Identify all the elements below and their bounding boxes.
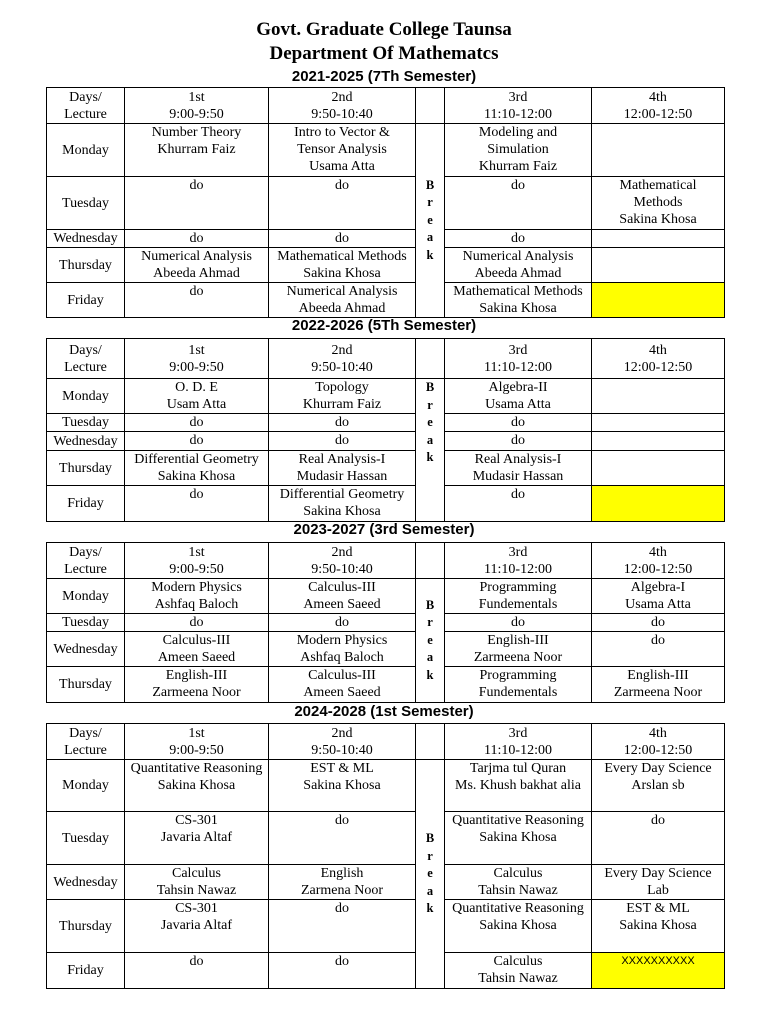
lecture-cell-tuesday-1st: CS-301 Javaria Altaf (125, 812, 269, 865)
lecture-cell-friday-4th-highlighted (592, 486, 725, 522)
lecture-cell-thursday-4th (592, 248, 725, 283)
lecture-cell-wednesday-3rd: do (445, 230, 592, 248)
lecture-cell-monday-4th: Algebra-I Usama Atta (592, 579, 725, 614)
lecture-cell-tuesday-1st: do (125, 614, 269, 632)
lecture-cell-monday-3rd: Programming Fundementals (445, 579, 592, 614)
lecture-cell-wednesday-2nd: do (269, 230, 416, 248)
header-days-lecture: Days/ Lecture (47, 543, 125, 579)
day-row-thursday (47, 248, 725, 283)
lecture-cell-tuesday-3rd: Quantitative Reasoning Sakina Khosa (445, 812, 592, 865)
day-cell-thursday: Thursday (47, 248, 125, 283)
lecture-cell-monday-2nd: Calculus-III Ameen Saeed (269, 579, 416, 614)
lecture-cell-wednesday-1st: do (125, 432, 269, 451)
timetable-2024-2028 (46, 723, 725, 989)
day-cell-friday: Friday (47, 953, 125, 989)
header-period-1st: 1st 9:00-9:50 (125, 339, 269, 379)
lecture-cell-monday-1st: Modern Physics Ashfaq Baloch (125, 579, 269, 614)
day-cell-wednesday: Wednesday (47, 865, 125, 900)
lecture-cell-monday-1st: O. D. E Usam Atta (125, 379, 269, 414)
day-row-monday (47, 379, 725, 414)
lecture-cell-monday-3rd: Modeling and Simulation Khurram Faiz (445, 124, 592, 177)
day-cell-wednesday: Wednesday (47, 432, 125, 451)
lecture-cell-monday-4th (592, 124, 725, 177)
header-period-4th: 4th 12:00-12:50 (592, 724, 725, 760)
day-row-thursday (47, 451, 725, 486)
header-period-3rd: 3rd 11:10-12:00 (445, 339, 592, 379)
lecture-cell-friday-2nd: Numerical Analysis Abeeda Ahmad (269, 283, 416, 318)
break-column (416, 124, 445, 318)
lecture-cell-thursday-1st: English-III Zarmeena Noor (125, 667, 269, 703)
lecture-cell-wednesday-1st: Calculus Tahsin Nawaz (125, 865, 269, 900)
lecture-cell-thursday-1st: Differential Geometry Sakina Khosa (125, 451, 269, 486)
lecture-cell-wednesday-2nd: Modern Physics Ashfaq Baloch (269, 632, 416, 667)
lecture-cell-wednesday-1st: do (125, 230, 269, 248)
header-period-2nd: 2nd 9:50-10:40 (269, 724, 416, 760)
day-row-monday (47, 124, 725, 177)
department-name: Department Of Mathematcs (269, 43, 499, 64)
section-title-2024-2028: 2024-2028 (1st Semester) (294, 703, 474, 720)
day-cell-monday: Monday (47, 760, 125, 812)
header-period-4th: 4th 12:00-12:50 (592, 339, 725, 379)
day-row-thursday (47, 900, 725, 953)
header-period-3rd: 3rd 11:10-12:00 (445, 543, 592, 579)
header-period-1st: 1st 9:00-9:50 (125, 88, 269, 124)
day-row-monday (47, 579, 725, 614)
lecture-cell-friday-4th-highlighted (592, 283, 725, 318)
header-break-cell (416, 88, 445, 124)
lecture-cell-monday-1st: Quantitative Reasoning Sakina Khosa (125, 760, 269, 812)
break-label: Break (425, 597, 435, 682)
lecture-cell-friday-1st: do (125, 486, 269, 522)
lecture-cell-wednesday-3rd: English-III Zarmeena Noor (445, 632, 592, 667)
lecture-cell-tuesday-4th: do (592, 812, 725, 865)
header-period-4th: 4th 12:00-12:50 (592, 543, 725, 579)
lecture-cell-tuesday-3rd: do (445, 177, 592, 230)
lecture-cell-thursday-2nd: Calculus-III Ameen Saeed (269, 667, 416, 703)
lecture-cell-wednesday-4th (592, 230, 725, 248)
day-row-friday (47, 486, 725, 522)
day-row-friday (47, 953, 725, 989)
header-period-2nd: 2nd 9:50-10:40 (269, 543, 416, 579)
lecture-cell-wednesday-1st: Calculus-III Ameen Saeed (125, 632, 269, 667)
lecture-cell-tuesday-4th: do (592, 614, 725, 632)
day-cell-thursday: Thursday (47, 900, 125, 953)
lecture-cell-tuesday-3rd: do (445, 614, 592, 632)
day-cell-tuesday: Tuesday (47, 614, 125, 632)
lecture-cell-monday-2nd: EST & ML Sakina Khosa (269, 760, 416, 812)
break-column (416, 379, 445, 522)
lecture-cell-thursday-2nd: Real Analysis-I Mudasir Hassan (269, 451, 416, 486)
lecture-cell-thursday-3rd: Numerical Analysis Abeeda Ahmad (445, 248, 592, 283)
header-period-2nd: 2nd 9:50-10:40 (269, 88, 416, 124)
lecture-cell-friday-3rd: Calculus Tahsin Nawaz (445, 953, 592, 989)
header-row (47, 724, 725, 760)
lecture-cell-thursday-4th (592, 451, 725, 486)
lecture-cell-tuesday-1st: do (125, 414, 269, 432)
header-period-2nd: 2nd 9:50-10:40 (269, 339, 416, 379)
day-row-tuesday (47, 177, 725, 230)
day-cell-monday: Monday (47, 579, 125, 614)
lecture-cell-thursday-1st: Numerical Analysis Abeeda Ahmad (125, 248, 269, 283)
day-cell-thursday: Thursday (47, 451, 125, 486)
header-days-lecture: Days/ Lecture (47, 339, 125, 379)
day-cell-wednesday: Wednesday (47, 632, 125, 667)
lecture-cell-tuesday-2nd: do (269, 177, 416, 230)
day-row-thursday (47, 667, 725, 703)
break-column (416, 760, 445, 989)
break-label: Break (425, 380, 435, 464)
lecture-cell-monday-3rd: Algebra-II Usama Atta (445, 379, 592, 414)
lecture-cell-friday-2nd: Differential Geometry Sakina Khosa (269, 486, 416, 522)
day-row-tuesday (47, 812, 725, 865)
day-row-wednesday (47, 230, 725, 248)
lecture-cell-monday-4th: Every Day Science Arslan sb (592, 760, 725, 812)
timetable-2023-2027 (46, 542, 725, 703)
header-row (47, 339, 725, 379)
lecture-cell-wednesday-3rd: do (445, 432, 592, 451)
header-days-lecture: Days/ Lecture (47, 88, 125, 124)
day-cell-monday: Monday (47, 379, 125, 414)
section-title-2022-2026: 2022-2026 (5Th Semester) (291, 317, 477, 334)
day-cell-wednesday: Wednesday (47, 230, 125, 248)
header-period-4th: 4th 12:00-12:50 (592, 88, 725, 124)
lecture-cell-friday-1st: do (125, 953, 269, 989)
lecture-cell-wednesday-2nd: do (269, 432, 416, 451)
day-cell-tuesday: Tuesday (47, 177, 125, 230)
header-period-1st: 1st 9:00-9:50 (125, 724, 269, 760)
header-break-cell (416, 339, 445, 379)
section-title-2021-2025: 2021-2025 (7Th Semester) (291, 68, 477, 85)
header-row (47, 88, 725, 124)
lecture-cell-thursday-3rd: Programming Fundementals (445, 667, 592, 703)
day-cell-tuesday: Tuesday (47, 414, 125, 432)
lecture-cell-wednesday-4th: Every Day Science Lab (592, 865, 725, 900)
timetable-2021-2025 (46, 87, 725, 318)
lecture-cell-tuesday-3rd: do (445, 414, 592, 432)
lecture-cell-friday-1st: do (125, 283, 269, 318)
day-row-wednesday (47, 632, 725, 667)
lecture-cell-tuesday-4th: Mathematical Methods Sakina Khosa (592, 177, 725, 230)
break-label: Break (425, 831, 435, 916)
header-break-cell (416, 543, 445, 579)
lecture-cell-monday-2nd: Topology Khurram Faiz (269, 379, 416, 414)
day-cell-friday: Friday (47, 283, 125, 318)
header-days-lecture: Days/ Lecture (47, 724, 125, 760)
lecture-cell-thursday-2nd: do (269, 900, 416, 953)
header-period-1st: 1st 9:00-9:50 (125, 543, 269, 579)
lecture-cell-tuesday-4th (592, 414, 725, 432)
timetable-2022-2026 (46, 338, 725, 522)
lecture-cell-friday-4th-highlighted: XXXXXXXXXX (592, 953, 725, 989)
section-title-2023-2027: 2023-2027 (3rd Semester) (293, 521, 475, 538)
header-period-3rd: 3rd 11:10-12:00 (445, 724, 592, 760)
lecture-cell-monday-3rd: Tarjma tul Quran Ms. Khush bakhat alia (445, 760, 592, 812)
header-period-3rd: 3rd 11:10-12:00 (445, 88, 592, 124)
lecture-cell-thursday-4th: EST & ML Sakina Khosa (592, 900, 725, 953)
lecture-cell-tuesday-2nd: do (269, 812, 416, 865)
lecture-cell-monday-2nd: Intro to Vector & Tensor Analysis Usama Atta (269, 124, 416, 177)
lecture-cell-friday-3rd: Mathematical Methods Sakina Khosa (445, 283, 592, 318)
lecture-cell-wednesday-2nd: English Zarmena Noor (269, 865, 416, 900)
lecture-cell-thursday-3rd: Real Analysis-I Mudasir Hassan (445, 451, 592, 486)
break-label: Break (425, 177, 435, 262)
lecture-cell-thursday-3rd: Quantitative Reasoning Sakina Khosa (445, 900, 592, 953)
lecture-cell-thursday-4th: English-III Zarmeena Noor (592, 667, 725, 703)
day-row-wednesday (47, 432, 725, 451)
lecture-cell-wednesday-3rd: Calculus Tahsin Nawaz (445, 865, 592, 900)
lecture-cell-friday-3rd: do (445, 486, 592, 522)
header-row (47, 543, 725, 579)
day-cell-monday: Monday (47, 124, 125, 177)
day-row-tuesday (47, 414, 725, 432)
lecture-cell-thursday-2nd: Mathematical Methods Sakina Khosa (269, 248, 416, 283)
lecture-cell-wednesday-4th (592, 432, 725, 451)
day-row-tuesday (47, 614, 725, 632)
lecture-cell-monday-4th (592, 379, 725, 414)
lecture-cell-monday-1st: Number Theory Khurram Faiz (125, 124, 269, 177)
lecture-cell-wednesday-4th: do (592, 632, 725, 667)
day-cell-tuesday: Tuesday (47, 812, 125, 865)
day-cell-thursday: Thursday (47, 667, 125, 703)
day-row-wednesday (47, 865, 725, 900)
lecture-cell-friday-2nd: do (269, 953, 416, 989)
lecture-cell-tuesday-1st: do (125, 177, 269, 230)
lecture-cell-tuesday-2nd: do (269, 414, 416, 432)
lecture-cell-thursday-1st: CS-301 Javaria Altaf (125, 900, 269, 953)
day-row-friday (47, 283, 725, 318)
lecture-cell-tuesday-2nd: do (269, 614, 416, 632)
day-row-monday (47, 760, 725, 812)
header-break-cell (416, 724, 445, 760)
day-cell-friday: Friday (47, 486, 125, 522)
college-name: Govt. Graduate College Taunsa (256, 19, 512, 40)
break-column (416, 579, 445, 703)
